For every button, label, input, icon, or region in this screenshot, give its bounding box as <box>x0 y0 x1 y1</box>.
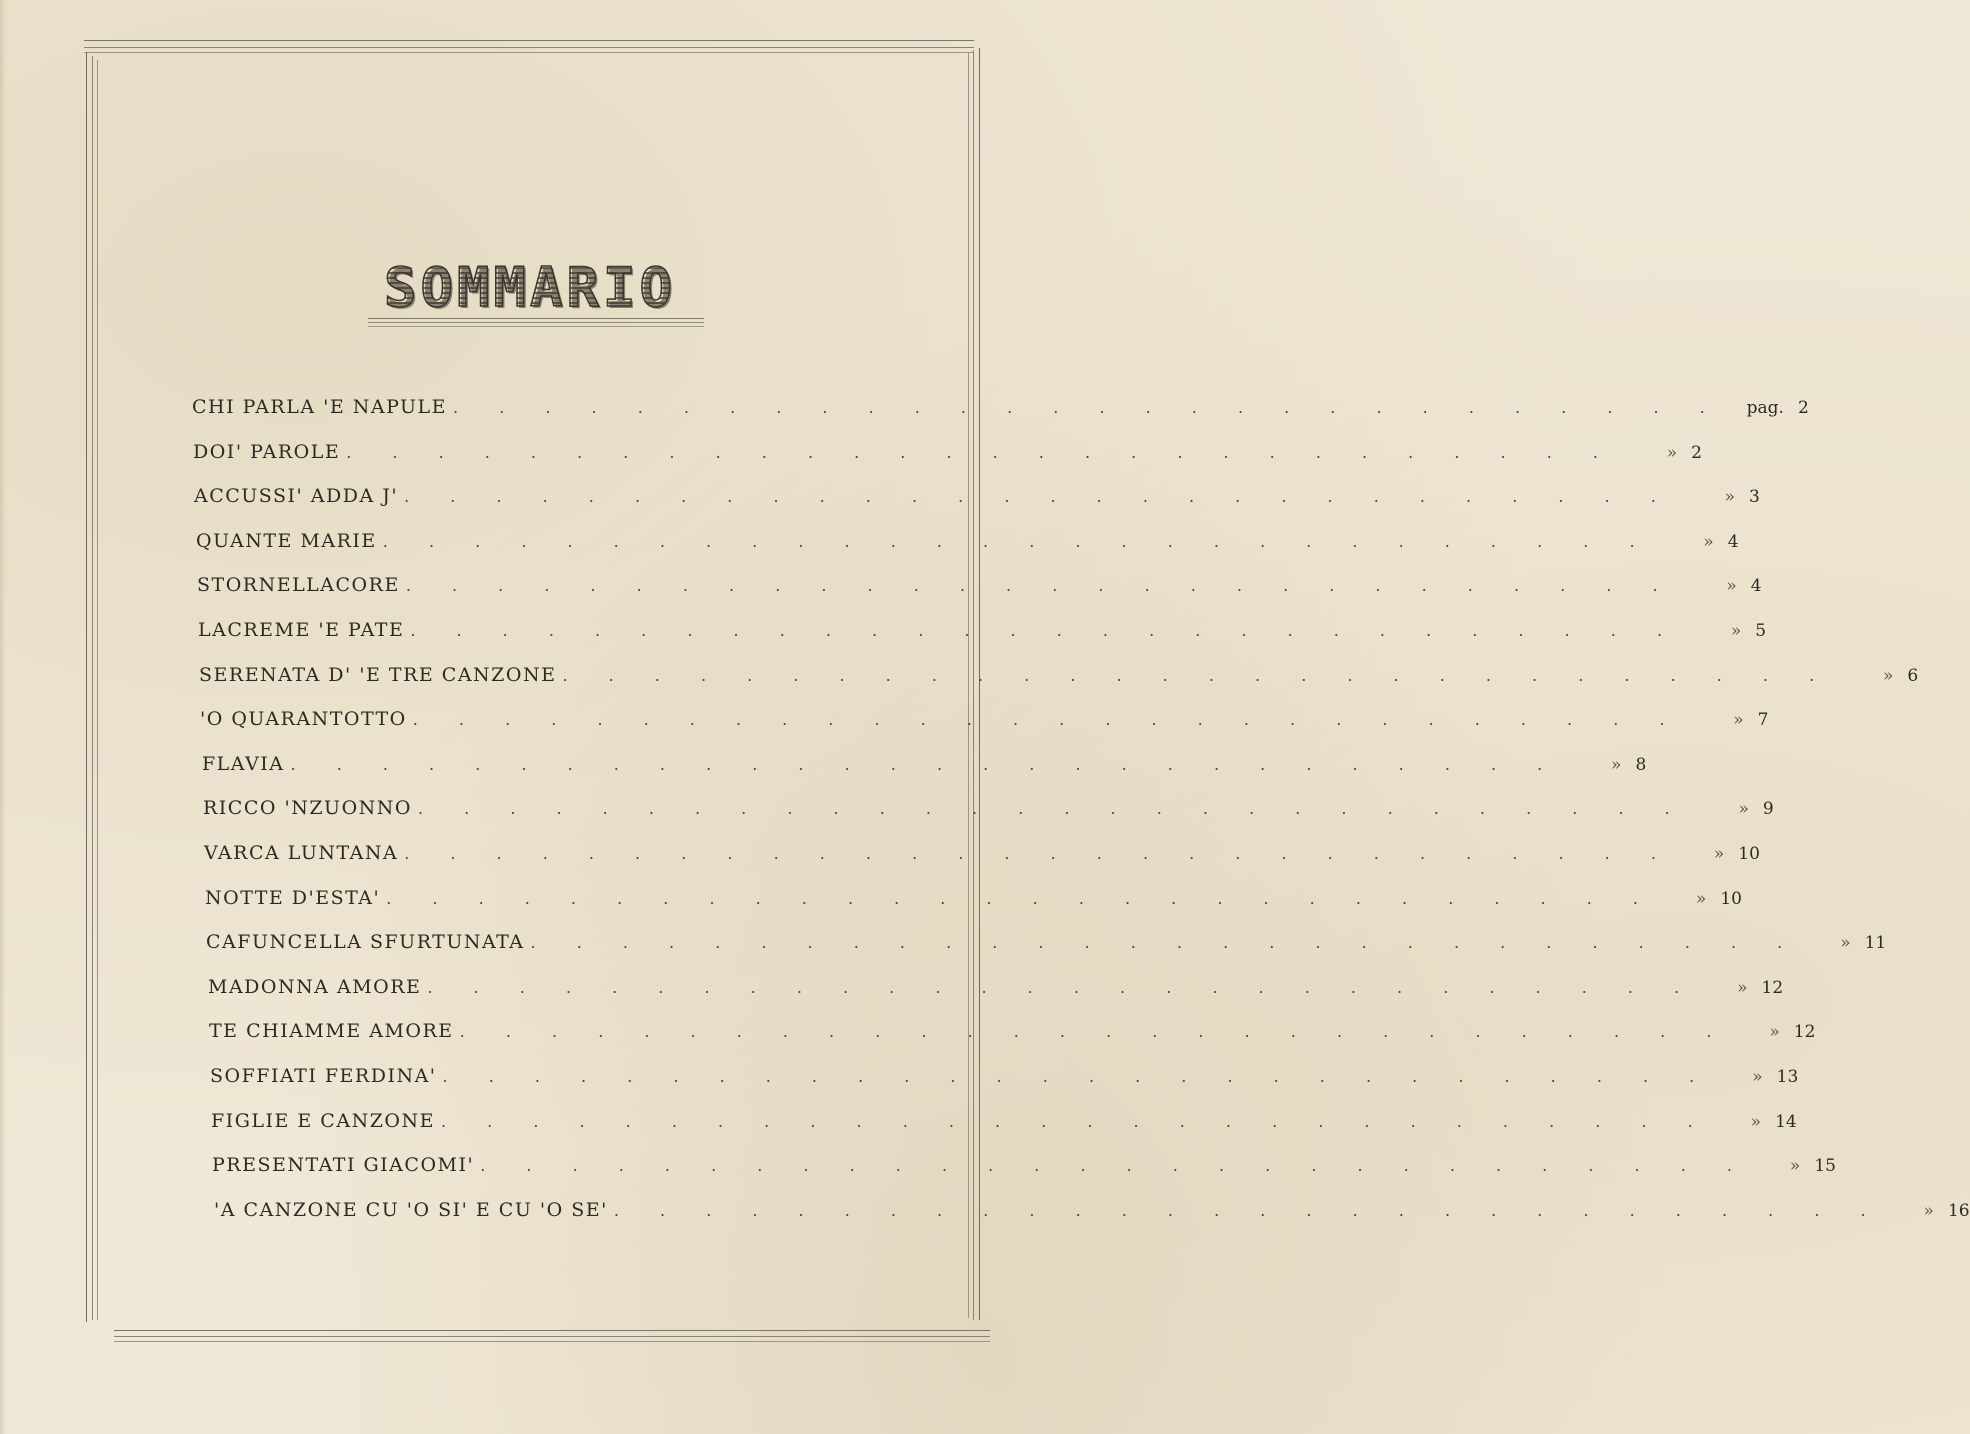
toc-entry-title: LACREME 'E PATE <box>198 619 405 641</box>
toc-page-ref <box>1806 933 1886 953</box>
toc-entry <box>202 753 1647 783</box>
toc-entry <box>194 485 1760 515</box>
toc-entry <box>192 396 1809 426</box>
toc-entry <box>199 664 1919 694</box>
toc-entry-title: SOFFIATI FERDINA' <box>210 1065 437 1087</box>
toc-entry-title: CHI PARLA 'E NAPULE <box>192 396 448 418</box>
ditto-mark: » <box>1611 755 1622 775</box>
toc-page-ref <box>1566 755 1646 775</box>
page-number: 4 <box>1750 576 1762 596</box>
dot-leader: . . . . . . . . . . . . . . . . . . . . . . . . . . . . <box>459 1022 1730 1041</box>
toc-page-ref <box>1703 978 1783 998</box>
toc-entry <box>214 1199 1970 1229</box>
page-number: 14 <box>1775 1112 1797 1132</box>
ditto-mark: » <box>1726 576 1737 596</box>
toc-entry <box>206 931 1887 961</box>
toc-entry <box>211 1110 1797 1140</box>
toc-entry-title: CAFUNCELLA SFURTUNATA <box>206 931 525 953</box>
dot-leader: . . . . . . . . . . . . . . . . . . . . . . . . . . . . <box>562 666 1833 685</box>
page-number: 12 <box>1793 1022 1816 1042</box>
ditto-mark: » <box>1737 978 1748 998</box>
page-number: 9 <box>1762 799 1774 819</box>
page-number: 3 <box>1748 487 1760 507</box>
toc-page-ref <box>1890 1201 1970 1221</box>
page-number: 2 <box>1797 398 1809 418</box>
toc-page-ref <box>1682 576 1762 596</box>
ditto-mark: » <box>1769 1022 1780 1042</box>
toc-entry <box>205 887 1742 917</box>
toc-entry-title: VARCA LUNTANA <box>204 842 399 864</box>
toc-page-ref <box>1718 1067 1798 1087</box>
toc-page-ref <box>1659 532 1739 552</box>
toc-page-ref <box>1622 443 1702 463</box>
ditto-mark: » <box>1730 621 1742 641</box>
ditto-mark: » <box>1703 532 1714 552</box>
page-number: 13 <box>1776 1067 1799 1087</box>
ditto-mark: » <box>1695 889 1707 909</box>
toc-entry-title: MADONNA AMORE <box>208 976 422 998</box>
ditto-mark: » <box>1750 1112 1762 1132</box>
toc-entry-title: 'A CANZONE CU 'O SI' E CU 'O SE' <box>214 1199 608 1221</box>
ditto-mark: » <box>1789 1156 1801 1176</box>
dot-leader: . . . . . . . . . . . . . . . . . . . . . . . . . . . . <box>440 1112 1711 1131</box>
dot-leader: . . . . . . . . . . . . . . . . . . . . . . . . . . . . <box>480 1156 1750 1175</box>
ditto-mark: » <box>1923 1201 1934 1221</box>
toc-entry <box>196 530 1739 560</box>
page-number: 12 <box>1761 978 1784 998</box>
page-number: 10 <box>1720 889 1742 909</box>
dot-leader: . . . . . . . . . . . . . . . . . . . . . . . . . . . . <box>386 889 1656 908</box>
toc-entry <box>212 1154 1836 1184</box>
page-number: 4 <box>1727 532 1739 552</box>
ditto-mark: » <box>1713 844 1725 864</box>
toc-entry-title: QUANTE MARIE <box>196 530 377 552</box>
toc-entry-title: RICCO 'NZUONNO <box>203 797 412 819</box>
page-number: 2 <box>1691 443 1702 463</box>
dot-leader: . . . . . . . . . . . . . . . . . . . . . . . . . . . . <box>453 398 1723 417</box>
page-number: 6 <box>1907 666 1919 686</box>
toc-entry <box>204 842 1760 872</box>
ditto-mark: » <box>1738 799 1749 819</box>
dot-leader: . . . . . . . . . . . . . . . . . . . . . . . . . . . . <box>412 710 1683 729</box>
dot-leader: . . . . . . . . . . . . . . . . . . . . . . . . . . . . <box>404 487 1674 506</box>
page-number: 15 <box>1814 1156 1836 1176</box>
ditto-mark: » <box>1733 710 1744 730</box>
toc-entry-title: TE CHIAMME AMORE <box>209 1020 454 1042</box>
dot-leader: . . . . . . . . . . . . . . . . . . . . . . . . . . . . <box>442 1067 1713 1086</box>
dot-leader: . . . . . . . . . . . . . . . . . . . . . . . . . . . . <box>613 1201 1884 1220</box>
ditto-mark: » <box>1840 933 1851 953</box>
toc-page-ref <box>1756 1156 1836 1176</box>
ditto-mark: » <box>1882 666 1894 686</box>
page-number: 16 <box>1947 1201 1970 1221</box>
toc-page-ref <box>1694 799 1774 819</box>
dot-leader: . . . . . . . . . . . . . . . . . . . . . . . . . . . . <box>417 799 1688 818</box>
toc-entry-title: STORNELLACORE <box>197 574 400 596</box>
ditto-mark: » <box>1724 487 1735 507</box>
toc-entry <box>208 976 1784 1006</box>
toc-page-ref <box>1729 398 1809 418</box>
toc-entry <box>203 797 1774 827</box>
toc-entry-title: DOI' PAROLE <box>193 441 341 463</box>
page-title: SOMMARIO <box>383 256 677 319</box>
page-number: 5 <box>1755 621 1767 641</box>
toc-page-ref <box>1838 666 1918 686</box>
toc-page-ref <box>1680 487 1760 507</box>
toc-page-ref <box>1717 1112 1797 1132</box>
toc-entry <box>198 619 1767 649</box>
toc-page-ref <box>1680 844 1760 864</box>
toc-entry-title: FIGLIE E CANZONE <box>211 1110 435 1132</box>
page-prefix: pag. <box>1746 398 1784 418</box>
dot-leader: . . . . . . . . . . . . . . . . . . . . . . . . . . . . <box>382 532 1653 551</box>
dot-leader: . . . . . . . . . . . . . . . . . . . . . . . . . . . . <box>346 443 1616 462</box>
dot-leader: . . . . . . . . . . . . . . . . . . . . . . . . . . . . <box>530 933 1801 952</box>
dot-leader: . . . . . . . . . . . . . . . . . . . . . . . . . . . . <box>427 978 1698 997</box>
dot-leader: . . . . . . . . . . . . . . . . . . . . . . . . . . . . <box>405 576 1676 595</box>
page-number: 10 <box>1738 844 1760 864</box>
toc-page-ref <box>1735 1022 1815 1042</box>
page-number: 7 <box>1757 710 1769 730</box>
toc-entry <box>209 1020 1816 1050</box>
toc-entry <box>193 441 1702 471</box>
dot-leader: . . . . . . . . . . . . . . . . . . . . . . . . . . . . <box>404 844 1674 863</box>
page-number: 8 <box>1635 755 1647 775</box>
toc-entry <box>200 708 1769 738</box>
toc-page-ref <box>1662 889 1742 909</box>
dot-leader: . . . . . . . . . . . . . . . . . . . . . . . . . . . . <box>290 755 1561 774</box>
ditto-mark: » <box>1666 443 1678 463</box>
toc-entry <box>210 1065 1799 1095</box>
toc-entry <box>197 574 1762 604</box>
toc-page-ref <box>1686 621 1766 641</box>
toc-entry-title: FLAVIA <box>202 753 285 775</box>
ditto-mark: » <box>1752 1067 1763 1087</box>
toc-entry-title: 'O QUARANTOTTO <box>200 708 407 730</box>
toc-entry-title: PRESENTATI GIACOMI' <box>212 1154 475 1176</box>
page-number: 11 <box>1864 933 1887 953</box>
toc-page-ref <box>1688 710 1768 730</box>
toc-entry-title: NOTTE D'ESTA' <box>205 887 381 909</box>
dot-leader: . . . . . . . . . . . . . . . . . . . . . . . . . . . . <box>410 621 1681 640</box>
toc-entry-title: SERENATA D' 'E TRE CANZONE <box>199 664 557 686</box>
toc-entry-title: ACCUSSI' ADDA J' <box>194 485 399 507</box>
